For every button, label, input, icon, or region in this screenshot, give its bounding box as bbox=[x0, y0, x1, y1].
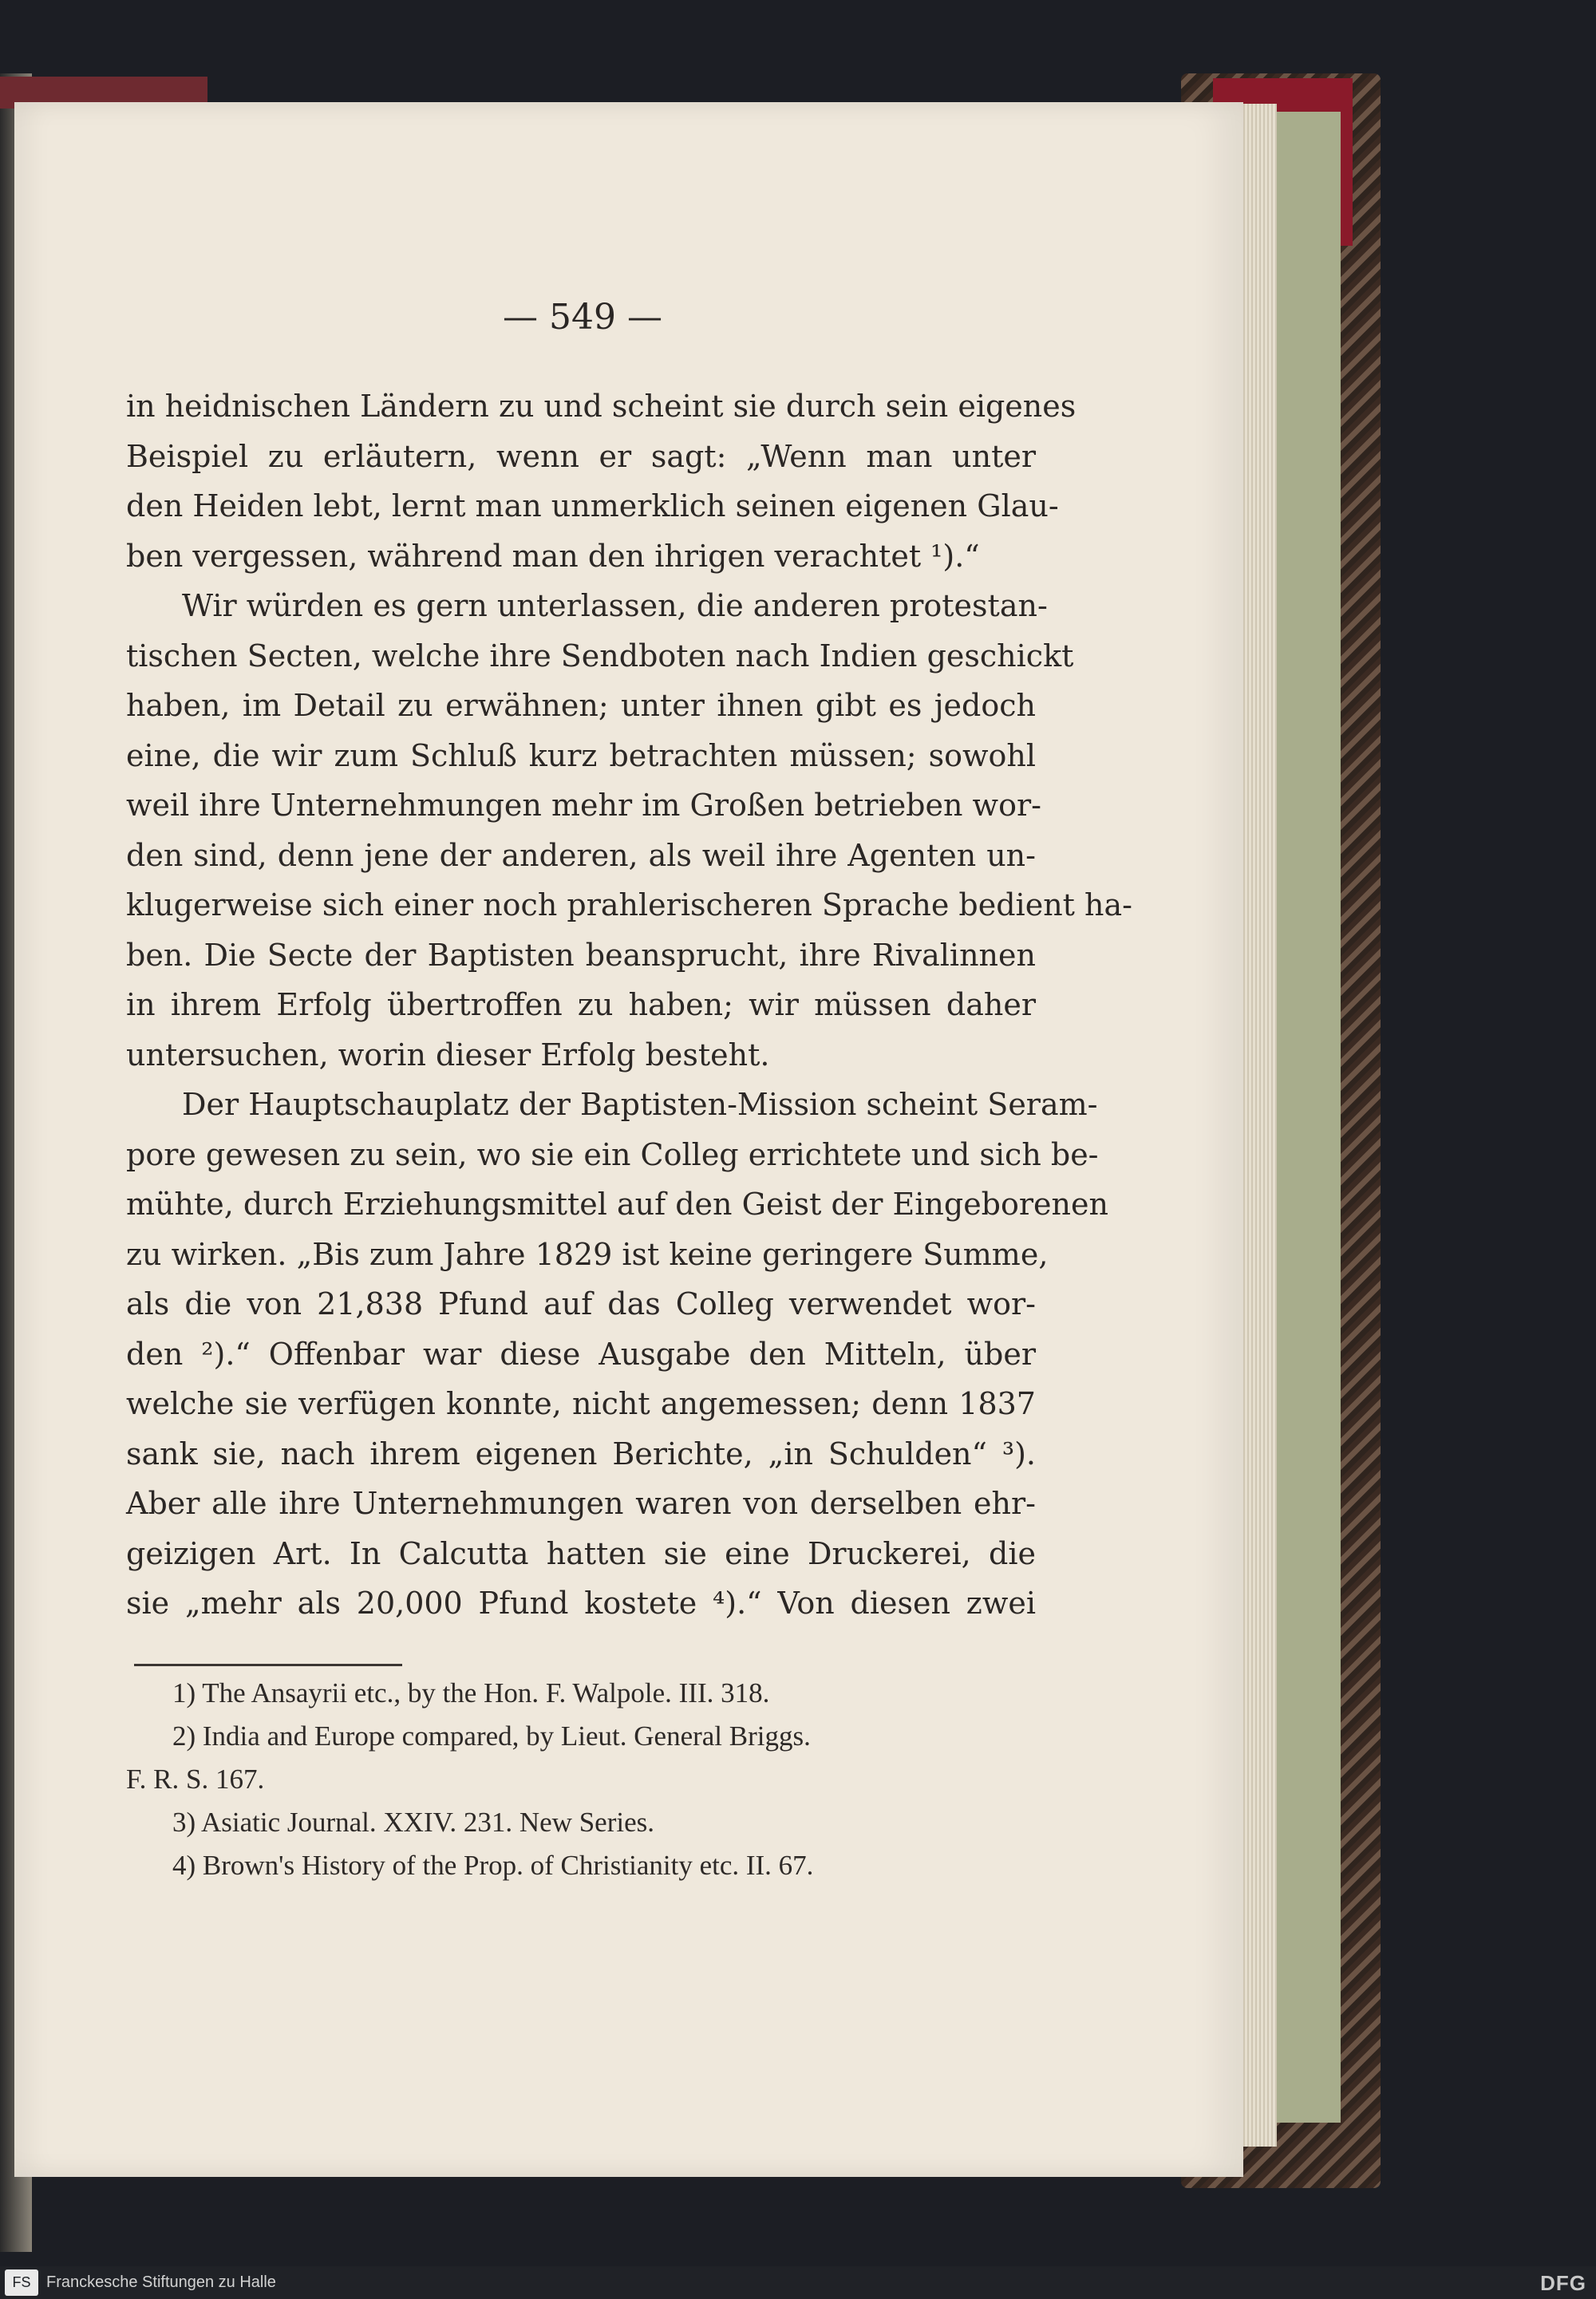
footnotes bbox=[126, 1672, 1036, 1887]
footnote-3: 3) Asiatic Journal. XXIV. 231. New Series. bbox=[172, 1807, 654, 1838]
text-line: als die von 21,838 Pfund auf das Colleg verwendet wor- bbox=[126, 1286, 1036, 1321]
text-line: klugerweise sich einer noch prahlerischeren Sprache bedient ha- bbox=[126, 887, 1132, 922]
text-line: Aber alle ihre Unternehmungen waren von derselben ehr- bbox=[126, 1486, 1036, 1521]
text-line: in heidnischen Ländern zu und scheint sie durch sein eigenes bbox=[126, 389, 1077, 424]
text-line: ben. Die Secte der Baptisten beansprucht, ihre Rivalinnen bbox=[126, 937, 1036, 973]
viewer-footer bbox=[0, 2266, 1596, 2299]
text-line: mühte, durch Erziehungsmittel auf den Geist der Eingeborenen bbox=[126, 1187, 1108, 1222]
footnote-2-continued: F. R. S. 167. bbox=[126, 1764, 265, 1795]
text-line: Wir würden es gern unterlassen, die anderen protestan- bbox=[182, 588, 1048, 623]
main-text bbox=[126, 381, 1132, 1629]
text-line: pore gewesen zu sein, wo sie ein Colleg errichtete und sich be- bbox=[126, 1136, 1099, 1172]
footnote-4: 4) Brown's History of the Prop. of Christianity etc. II. 67. bbox=[172, 1850, 814, 1881]
dfg-logo[interactable]: DFG bbox=[1540, 2271, 1586, 2295]
text-line: welche sie verfügen konnte, nicht angemessen; denn 1837 bbox=[126, 1386, 1036, 1421]
institution-logo-icon[interactable]: FS bbox=[5, 2269, 38, 2296]
footnote-1: 1) The Ansayrii etc., by the Hon. F. Walpole. III. 318. bbox=[172, 1677, 770, 1708]
text-line: ben vergessen, während man den ihrigen verachtet ¹).“ bbox=[126, 538, 980, 574]
text-line: haben, im Detail zu erwähnen; unter ihnen gibt es jedoch bbox=[126, 688, 1036, 723]
text-line: sank sie, nach ihrem eigenen Berichte, „in Schulden“ ³). bbox=[126, 1436, 1036, 1471]
text-line: weil ihre Unternehmungen mehr im Großen betrieben wor- bbox=[126, 788, 1041, 823]
footnote-2: 2) India and Europe compared, by Lieut. General Briggs. bbox=[172, 1720, 811, 1752]
text-line: tischen Secten, welche ihre Sendboten nach Indien geschickt bbox=[126, 638, 1074, 674]
text-line: Beispiel zu erläutern, wenn er sagt: „Wenn man unter bbox=[126, 438, 1036, 474]
page-number: — 549 — bbox=[503, 297, 662, 338]
text-line: zu wirken. „Bis zum Jahre 1829 ist keine geringere Summe, bbox=[126, 1236, 1049, 1272]
text-line: den sind, denn jene der anderen, als weil ihre Agenten un- bbox=[126, 837, 1036, 873]
text-line: eine, die wir zum Schluß kurz betrachten müssen; sowohl bbox=[126, 737, 1036, 773]
footnote-rule bbox=[134, 1664, 402, 1666]
text-line: den ²).“ Offenbar war diese Ausgabe den Mitteln, über bbox=[126, 1336, 1036, 1372]
text-line: untersuchen, worin dieser Erfolg besteht. bbox=[126, 1037, 770, 1072]
text-line: sie „mehr als 20,000 Pfund kostete ⁴).“ Von diesen zwei bbox=[126, 1586, 1036, 1621]
institution-name[interactable]: Franckesche Stiftungen zu Halle bbox=[46, 2273, 276, 2291]
text-line: den Heiden lebt, lernt man unmerklich seinen eigenen Glau- bbox=[126, 488, 1059, 523]
text-line: geizigen Art. In Calcutta hatten sie eine Druckerei, die bbox=[126, 1535, 1036, 1571]
text-line: in ihrem Erfolg übertroffen zu haben; wir müssen daher bbox=[126, 987, 1036, 1022]
text-line: Der Hauptschauplatz der Baptisten-Mission scheint Seram- bbox=[182, 1087, 1098, 1122]
